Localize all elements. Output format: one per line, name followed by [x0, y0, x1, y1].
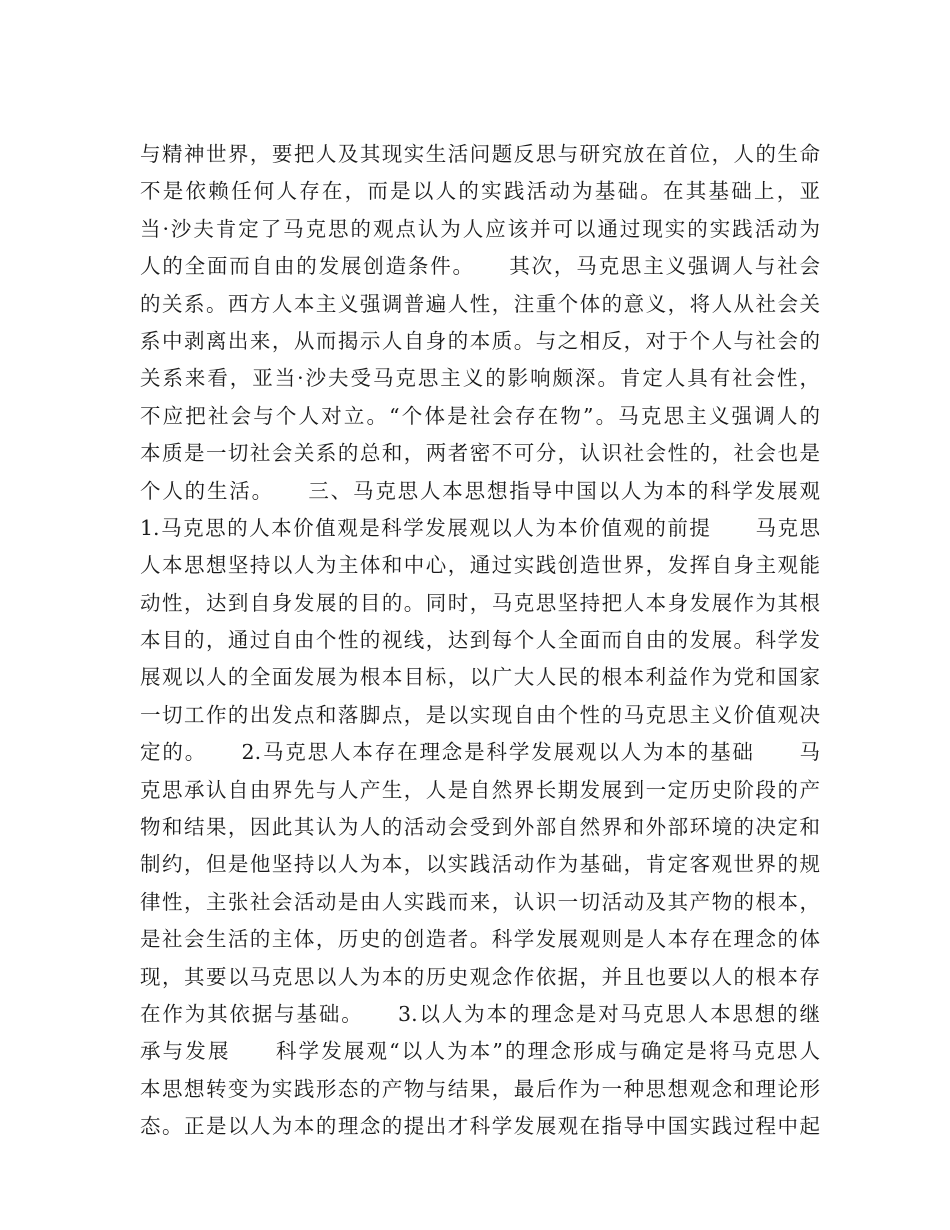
body-text [140, 136, 820, 1146]
text-line-23: 现，其要以马克思以人为本的历史观念作依据，并且也要以人的根本存 [140, 964, 820, 989]
text-line-18: 克思承认自由界先与人产生，人是自然界长期发展到一定历史阶段的产 [140, 777, 820, 802]
text-line-17: 定的。 2.马克思人本存在理念是科学发展观以人为本的基础 马 [140, 740, 820, 765]
text-line-6: 系中剥离出来，从而揭示人自身的本质。与之相反，对于个人与社会的 [140, 328, 820, 353]
text-line-22: 是社会生活的主体，历史的创造者。科学发展观则是人本存在理念的体 [140, 927, 820, 952]
text-line-8: 不应把社会与个人对立。“个体是社会存在物”。马克思主义强调人的 [140, 403, 820, 428]
text-line-4: 人的全面而自由的发展创造条件。 其次，马克思主义强调人与社会 [140, 254, 820, 279]
text-line-27: 态。正是以人为本的理念的提出才科学发展观在指导中国实践过程中起 [140, 1114, 820, 1139]
text-line-21: 律性，主张社会活动是由人实践而来，认识一切活动及其产物的根本， [140, 889, 820, 914]
text-line-1: 与精神世界，要把人及其现实生活问题反思与研究放在首位，人的生命 [140, 142, 820, 166]
text-line-12: 人本思想坚持以人为主体和中心，通过实践创造世界，发挥自身主观能 [140, 553, 820, 578]
text-line-13: 动性，达到自身发展的目的。同时，马克思坚持把人本身发展作为其根 [140, 590, 820, 615]
text-line-3: 当·沙夫肯定了马克思的观点认为人应该并可以通过现实的实践活动为 [140, 216, 820, 241]
text-line-14: 本目的，通过自由个性的视线，达到每个人全面而自由的发展。科学发 [140, 628, 820, 653]
text-line-2: 不是依赖任何人存在，而是以人的实践活动为基础。在其基础上，亚 [140, 179, 820, 204]
text-line-15: 展观以人的全面发展为根本目标，以广大人民的根本利益作为党和国家 [140, 665, 820, 690]
text-line-16: 一切工作的出发点和落脚点，是以实现自由个性的马克思主义价值观决 [140, 702, 820, 727]
text-line-9: 本质是一切社会关系的总和，两者密不可分，认识社会性的，社会也是 [140, 441, 820, 466]
text-line-20: 制约，但是他坚持以人为本，以实践活动作为基础，肯定客观世界的规 [140, 852, 820, 877]
text-line-26: 本思想转变为实践形态的产物与结果，最后作为一种思想观念和理论形 [140, 1076, 820, 1101]
text-line-19: 物和结果，因此其认为人的活动会受到外部自然界和外部环境的决定和 [140, 815, 820, 840]
text-line-11: 1.马克思的人本价值观是科学发展观以人为本价值观的前提 马克思 [140, 515, 820, 540]
text-line-7: 关系来看，亚当·沙夫受马克思主义的影响颇深。肯定人具有社会性， [140, 366, 820, 391]
text-line-25: 承与发展 科学发展观“以人为本”的理念形成与确定是将马克思人 [140, 1039, 820, 1064]
text-line-10: 个人的生活。 三、马克思人本思想指导中国以人为本的科学发展观 [140, 478, 820, 503]
text-line-24: 在作为其依据与基础。 3.以人为本的理念是对马克思人本思想的继 [140, 1001, 820, 1026]
text-line-5: 的关系。西方人本主义强调普遍人性，注重个体的意义，将人从社会关 [140, 291, 820, 316]
